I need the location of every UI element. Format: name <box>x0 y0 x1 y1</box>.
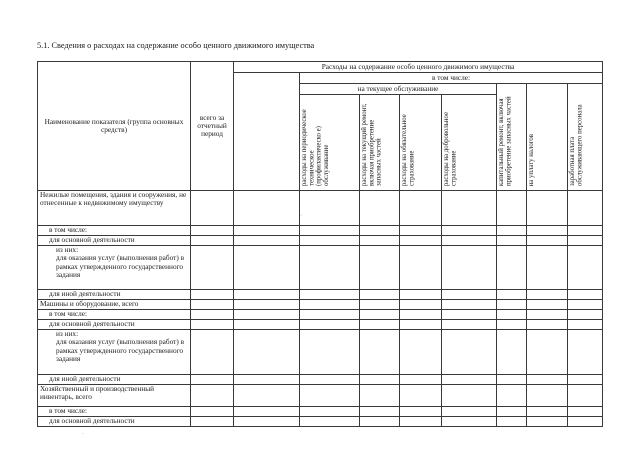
value-cell[interactable] <box>527 191 568 226</box>
page-title: 5.1. Сведения о расходах на содержание особо ценного движимого имущества <box>37 41 315 50</box>
value-cell[interactable] <box>234 407 300 417</box>
value-cell[interactable] <box>234 290 300 300</box>
value-cell[interactable] <box>400 300 442 310</box>
value-cell[interactable] <box>300 191 360 226</box>
header-subcolumn <box>527 95 568 191</box>
value-cell[interactable] <box>400 417 442 427</box>
value-cell[interactable] <box>191 310 234 320</box>
value-cell[interactable] <box>400 330 442 375</box>
header-subcolumn <box>300 95 360 191</box>
value-cell[interactable] <box>527 330 568 375</box>
row-label: для иной деятельности <box>38 290 191 300</box>
value-cell[interactable] <box>191 385 234 407</box>
row-label: Машины и оборудование, всего <box>38 300 191 310</box>
value-cell[interactable] <box>527 407 568 417</box>
value-cell[interactable] <box>442 290 497 300</box>
value-cell[interactable] <box>300 246 360 290</box>
value-cell[interactable] <box>360 236 400 246</box>
value-cell[interactable] <box>360 375 400 385</box>
row-label: в том числе: <box>38 310 191 320</box>
value-cell[interactable] <box>191 246 234 290</box>
value-cell[interactable] <box>442 417 497 427</box>
header-subcolumn-label: расходы на периодическое техническое (профилактическо е) обслуживание <box>301 109 330 186</box>
row-label: в том числе: <box>38 226 191 236</box>
table-row <box>38 407 603 417</box>
header-subcolumn <box>360 95 400 191</box>
header-subcolumn-label: заработная плата обслуживающего персонала <box>569 104 584 186</box>
row-label: из них: для оказания услуг (выполнения работ) в рамках утвержденного государственного задания <box>38 246 191 290</box>
value-cell[interactable] <box>360 330 400 375</box>
value-cell[interactable] <box>442 300 497 310</box>
value-cell[interactable] <box>497 310 527 320</box>
value-cell[interactable] <box>300 320 360 330</box>
value-cell[interactable] <box>527 320 568 330</box>
value-cell[interactable] <box>527 290 568 300</box>
value-cell[interactable] <box>191 236 234 246</box>
value-cell[interactable] <box>300 385 360 407</box>
value-cell[interactable] <box>442 310 497 320</box>
value-cell[interactable] <box>234 310 300 320</box>
value-cell[interactable] <box>234 375 300 385</box>
value-cell[interactable] <box>300 417 360 427</box>
header-subcolumn-label: расходы на обязательное страхование <box>401 114 416 186</box>
value-cell[interactable] <box>497 385 527 407</box>
value-cell[interactable] <box>400 246 442 290</box>
value-cell[interactable] <box>442 246 497 290</box>
table-row <box>38 417 603 427</box>
value-cell[interactable] <box>300 236 360 246</box>
value-cell[interactable] <box>497 407 527 417</box>
table-row <box>38 191 603 226</box>
value-cell[interactable] <box>360 407 400 417</box>
header-spacer <box>234 73 300 84</box>
value-cell[interactable] <box>400 385 442 407</box>
value-cell[interactable] <box>234 226 300 236</box>
value-cell[interactable] <box>400 226 442 236</box>
value-cell[interactable] <box>300 375 360 385</box>
value-cell[interactable] <box>527 246 568 290</box>
value-cell[interactable] <box>191 375 234 385</box>
header-subcolumn-label: капитальный ремонт, включая приобретение запасных частей <box>498 96 513 186</box>
value-cell[interactable] <box>234 417 300 427</box>
header-expenses-group: Расходы на содержание особо ценного движимого имущества <box>234 62 603 73</box>
value-cell[interactable] <box>568 375 603 385</box>
value-cell[interactable] <box>568 320 603 330</box>
value-cell[interactable] <box>191 417 234 427</box>
expenses-table <box>37 61 603 427</box>
value-cell[interactable] <box>568 300 603 310</box>
value-cell[interactable] <box>497 191 527 226</box>
value-cell[interactable] <box>497 290 527 300</box>
value-cell[interactable] <box>568 310 603 320</box>
value-cell[interactable] <box>400 236 442 246</box>
value-cell[interactable] <box>497 375 527 385</box>
value-cell[interactable] <box>442 385 497 407</box>
value-cell[interactable] <box>497 246 527 290</box>
value-cell[interactable] <box>497 417 527 427</box>
value-cell[interactable] <box>360 310 400 320</box>
value-cell[interactable] <box>300 300 360 310</box>
value-cell[interactable] <box>568 191 603 226</box>
row-label: для иной деятельности <box>38 375 191 385</box>
header-spacer <box>568 84 603 95</box>
value-cell[interactable] <box>527 417 568 427</box>
value-cell[interactable] <box>234 320 300 330</box>
value-cell[interactable] <box>497 226 527 236</box>
value-cell[interactable] <box>360 417 400 427</box>
value-cell[interactable] <box>300 330 360 375</box>
value-cell[interactable] <box>527 236 568 246</box>
header-indicator-name: Наименование показателя (группа основных средств) <box>38 62 191 191</box>
header-subcolumn <box>400 95 442 191</box>
table-row <box>38 300 603 310</box>
header-spacer <box>234 84 300 95</box>
value-cell[interactable] <box>442 236 497 246</box>
value-cell[interactable] <box>568 385 603 407</box>
scan-dot: . <box>82 430 84 436</box>
header-subcolumn <box>568 95 603 191</box>
value-cell[interactable] <box>360 320 400 330</box>
header-subcolumn <box>497 95 527 191</box>
value-cell[interactable] <box>442 375 497 385</box>
value-cell[interactable] <box>497 236 527 246</box>
value-cell[interactable] <box>497 320 527 330</box>
row-label: для основной деятельности <box>38 320 191 330</box>
value-cell[interactable] <box>360 191 400 226</box>
header-spacer <box>234 95 300 191</box>
value-cell[interactable] <box>234 191 300 226</box>
value-cell[interactable] <box>527 300 568 310</box>
row-label: для основной деятельности <box>38 236 191 246</box>
value-cell[interactable] <box>191 191 234 226</box>
value-cell[interactable] <box>568 417 603 427</box>
table-row <box>38 385 603 407</box>
value-cell[interactable] <box>300 290 360 300</box>
table-row <box>38 320 603 330</box>
value-cell[interactable] <box>568 246 603 290</box>
value-cell[interactable] <box>360 290 400 300</box>
value-cell[interactable] <box>191 407 234 417</box>
header-subcolumn <box>442 95 497 191</box>
value-cell[interactable] <box>568 407 603 417</box>
value-cell[interactable] <box>497 330 527 375</box>
table-row <box>38 290 603 300</box>
value-cell[interactable] <box>191 290 234 300</box>
value-cell[interactable] <box>234 246 300 290</box>
value-cell[interactable] <box>527 310 568 320</box>
value-cell[interactable] <box>300 226 360 236</box>
header-subcolumn-label: на уплату налогов <box>528 133 535 186</box>
value-cell[interactable] <box>442 320 497 330</box>
table-row <box>38 330 603 375</box>
value-cell[interactable] <box>360 385 400 407</box>
value-cell[interactable] <box>234 300 300 310</box>
value-cell[interactable] <box>400 310 442 320</box>
value-cell[interactable] <box>400 407 442 417</box>
table-row <box>38 375 603 385</box>
header-spacer <box>497 84 527 95</box>
table-row <box>38 246 603 290</box>
value-cell[interactable] <box>400 191 442 226</box>
value-cell[interactable] <box>442 330 497 375</box>
header-total: всего за отчетный период <box>191 62 234 191</box>
value-cell[interactable] <box>191 226 234 236</box>
row-label: Хозяйственный и производственный инвентарь, всего <box>38 385 191 407</box>
table-row <box>38 236 603 246</box>
value-cell[interactable] <box>527 375 568 385</box>
value-cell[interactable] <box>568 330 603 375</box>
header-subcolumn-label: расходы на текущий ремонт, включая приобретение запасных частей <box>361 103 383 186</box>
value-cell[interactable] <box>497 300 527 310</box>
header-subcolumn-label: расходы на добровольное страхование <box>443 112 458 186</box>
header-spacer <box>527 84 568 95</box>
value-cell[interactable] <box>568 290 603 300</box>
row-label: из них: для оказания услуг (выполнения работ) в рамках утвержденного государственного задания <box>38 330 191 375</box>
value-cell[interactable] <box>527 385 568 407</box>
value-cell[interactable] <box>527 226 568 236</box>
value-cell[interactable] <box>568 226 603 236</box>
value-cell[interactable] <box>300 407 360 417</box>
row-label: в том числе: <box>38 407 191 417</box>
stray-mark: · <box>300 213 302 219</box>
value-cell[interactable] <box>191 320 234 330</box>
value-cell[interactable] <box>300 310 360 320</box>
value-cell[interactable] <box>400 320 442 330</box>
value-cell[interactable] <box>442 407 497 417</box>
value-cell[interactable] <box>442 226 497 236</box>
value-cell[interactable] <box>234 236 300 246</box>
value-cell[interactable] <box>234 385 300 407</box>
value-cell[interactable] <box>400 375 442 385</box>
table-row <box>38 310 603 320</box>
value-cell[interactable] <box>360 300 400 310</box>
value-cell[interactable] <box>360 226 400 236</box>
value-cell[interactable] <box>191 300 234 310</box>
row-label: для основной деятельности <box>38 417 191 427</box>
value-cell[interactable] <box>442 191 497 226</box>
value-cell[interactable] <box>191 330 234 375</box>
value-cell[interactable] <box>234 330 300 375</box>
value-cell[interactable] <box>360 246 400 290</box>
row-label: Нежилые помещения, здания и сооружения, не отнесенные к недвижимому имуществу <box>38 191 191 226</box>
value-cell[interactable] <box>568 236 603 246</box>
table-row <box>38 226 603 236</box>
value-cell[interactable] <box>400 290 442 300</box>
header-including: в том числе: <box>300 73 603 84</box>
header-current-maintenance: на текущее обслуживание <box>300 84 497 95</box>
